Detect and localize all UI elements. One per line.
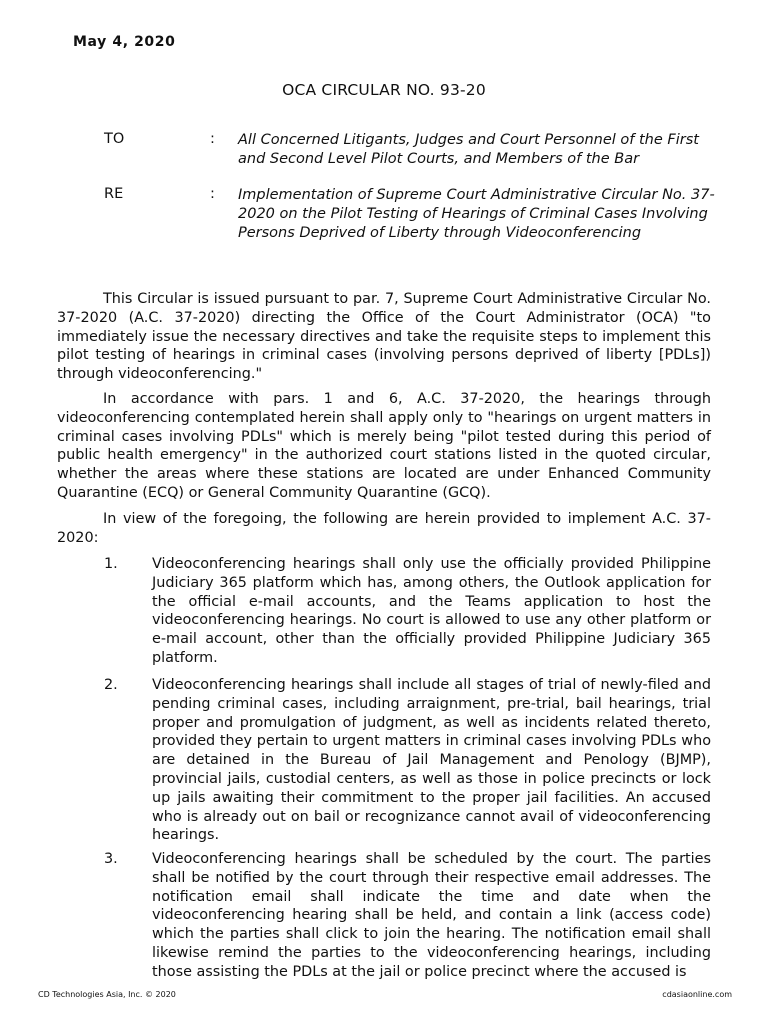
list-item-number: 1. [104, 556, 118, 572]
re-value: Implementation of Supreme Court Administrative Circular No. 37-2020 on the Pilot Testing of Hearings of Criminal Cases Involving Persons Deprived of Liberty through Videoconferencing [238, 187, 715, 241]
list-item [57, 850, 711, 982]
list-item-text: Videoconferencing hearings shall only use the officially provided Philippine Judiciary 365 platform which has, among others, the Outlook application for the official e-mail accounts, and the Teams application to host the videoconferencing hearings. No court is allowed to use any other platform or e-mail account, other than the officially provided Philippine Judiciary 365 platform. [152, 556, 711, 666]
list-item-number: 2. [104, 677, 118, 693]
list-item-number: 3. [104, 851, 118, 867]
to-value: All Concerned Litigants, Judges and Court Personnel of the First and Second Level Pilot Courts, and Members of the Bar [238, 132, 699, 167]
circular-title: OCA CIRCULAR NO. 93-20 [282, 81, 486, 99]
document-date: May 4, 2020 [73, 34, 176, 50]
list-item-text: Videoconferencing hearings shall be scheduled by the court. The parties shall be notified by the court through their respective email addresses. The notification email shall indicate the time and date when the videoconferencing hearing shall be held, and contain a link (access code) which the parties shall click to join the hearing. The notification email shall likewise remind the parties to the videoconferencing hearings, including those assisting the PDLs at the jail or police precinct where the accused is [152, 851, 711, 980]
paragraph-text: This Circular is issued pursuant to par. 7, Supreme Court Administrative Circular No. 37-2020 (A.C. 37-2020) directing the Office of the Court Administrator (OCA) "to immediately issue the necessary directives and take the requisite steps to implement this pilot testing of hearings in criminal cases (involving persons deprived of liberty [PDLs]) through videoconferencing." [57, 291, 711, 383]
list-item [57, 676, 711, 845]
list-item [57, 555, 711, 668]
to-colon: : [210, 131, 215, 147]
paragraph-text: In accordance with pars. 1 and 6, A.C. 37-2020, the hearings through videoconferencing contemplated herein shall apply only to "hearings on urgent matters in criminal cases involving PDLs" which is merely being "pilot tested during this period of public health emergency" in the authorized court stations listed in the quoted circular, whether the areas where these stations are located are under Enhanced Community Quarantine (ECQ) or General Community Quarantine (GCQ). [57, 391, 711, 501]
footer-copyright: CD Technologies Asia, Inc. © 2020 [38, 990, 176, 999]
footer-website: cdasiaonline.com [662, 990, 732, 999]
to-label: TO [104, 131, 125, 147]
body-paragraph-3 [57, 510, 711, 548]
body-paragraph-2 [57, 390, 711, 503]
re-label: RE [104, 186, 124, 202]
body-paragraph-1 [57, 290, 711, 384]
paragraph-text: In view of the foregoing, the following are herein provided to implement A.C. 37-2020: [57, 511, 711, 546]
list-item-text: Videoconferencing hearings shall include all stages of trial of newly-filed and pending criminal cases, including arraignment, pre-trial, bail hearings, trial proper and promulgation of judgment, as well as incidents related thereto, provided they pertain to urgent matters in criminal cases involving PDLs who are detained in the Bureau of Jail Management and Penology (BJMP), provincial jails, custodial centers, as well as those in police precincts or lock up jails awaiting their commitment to the proper jail facilities. An accused who is already out on bail or recognizance cannot avail of videoconferencing hearings. [152, 677, 711, 844]
re-colon: : [210, 186, 215, 202]
